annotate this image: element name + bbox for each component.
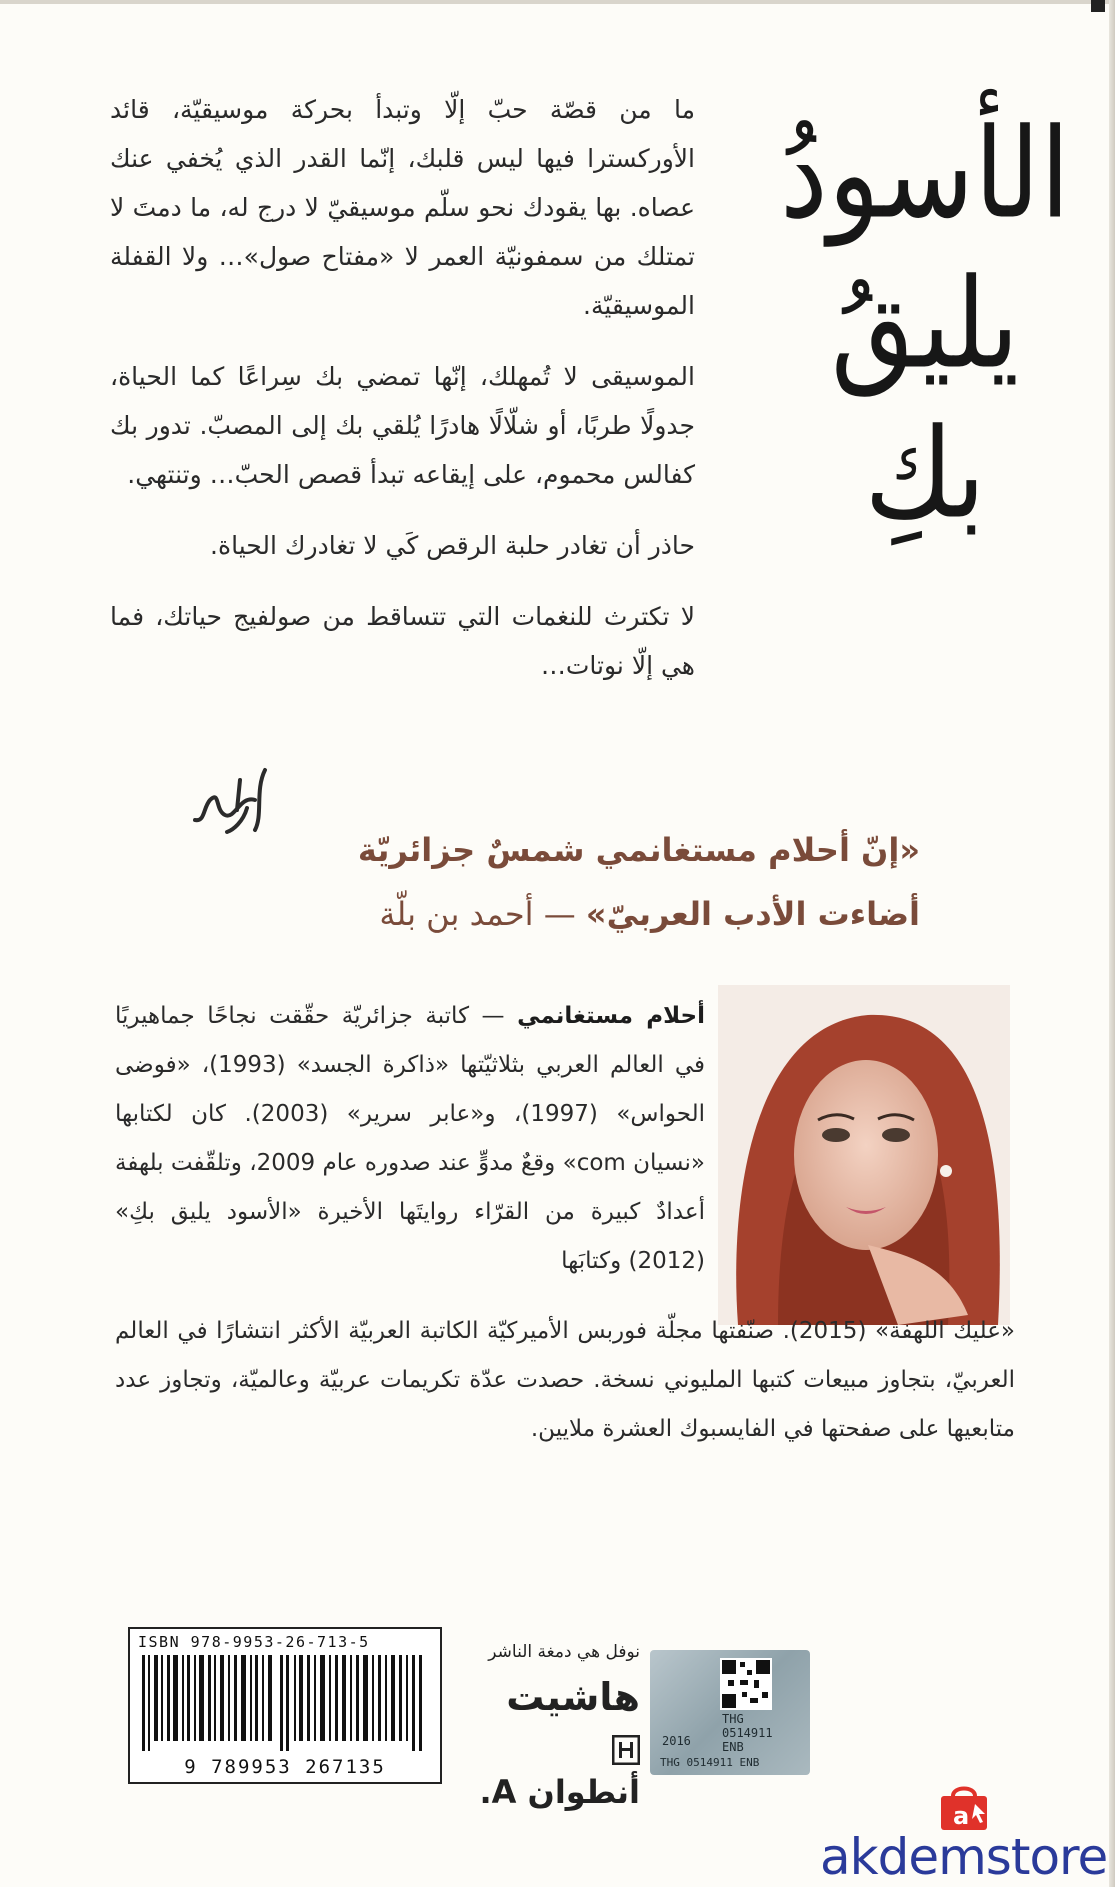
book-title [760,100,1090,575]
shopping-bag-icon [935,1782,993,1832]
barcode-bars-icon [142,1655,428,1751]
store-logo [810,1780,1115,1887]
publisher-note: نوفل هي دمغة الناشر [488,1642,640,1662]
isbn-label: ISBN 978-9953-26-713-5 [138,1633,370,1651]
blurb-paragraph-3: حاذر أن تغادر حلبة الرقص كَي لا تغادرك الحياة. [210,531,695,560]
bio-author-name: أحلام مستغانمي [517,1003,706,1029]
quote-line-2-text: أضاءت الأدب العربيّ» [585,895,920,933]
quote-line-1: «إنّ أحلام مستغانمي شمسٌ جزائريّة [357,831,920,869]
security-sticker [650,1650,810,1775]
blurb-paragraph-4: لا تكترث للنغمات التي تتساقط من صولفيج حياتك، فما هي إلّا نوتات… [110,602,695,680]
title-line-2: يليقُ [830,252,1020,397]
author-photo [718,985,1010,1325]
isbn-barcode [128,1627,442,1784]
qr-code-icon [720,1658,772,1710]
bag-letter: a [953,1802,970,1830]
sticker-bottom-code: THG 0514911 ENB [660,1756,760,1769]
sticker-year: 2016 [662,1734,691,1748]
title-line-1: الأسودُ [779,102,1071,247]
quote-attribution: أحمد بن بلّة [379,895,534,933]
store-name: akdemstore [820,1828,1108,1886]
isbn-digits: 9 789953 267135 [184,1756,386,1778]
publisher-name: هاشيت [506,1675,640,1719]
author-portrait-icon [718,985,1010,1325]
publisher-name-row [470,1672,640,1772]
quote [120,818,920,946]
blurb-paragraph-1: ما من قصّة حبّ إلّا وتبدأ بحركة موسيقيّة، قائد الأوركسترا فيها ليس قلبك، إنّما القدر الذي يُخفي عنك عصاه. بها يقودك نحو سلّم موسيقيّ لا درج له، ما دمتَ لا تمتلك من سمفونيّة العمر لا «مفتاح صول»… ولا القفلة الموسيقيّة. [110,95,695,320]
sticker-code-3: ENB [722,1740,744,1754]
blurb-paragraph-2: الموسيقى لا تُمهلك، إنّها تمضي بك سِراعًا كما الحياة، جدولًا طربًا، أو شلّالًا هادرًا يُلقي بك إلى المصبّ. تدور بك كفالس محموم، على إيقاعه تبدأ قصص الحبّ… وتنتهي. [110,362,695,489]
quote-dash: — [543,895,576,933]
sticker-code-1: THG [722,1712,744,1726]
bio-text: كاتبة جزائريّة حقّقت نجاحًا جماهيريًا في العالم العربي بثلاثيّتها «ذاكرة الجسد» (1993)، «فوضى الحواس» (1997)، و«عابر سرير» (2003). كان لكتابها «نسيان com» وقعٌ مدوٍّ عند صدوره عام 2009، وتلقّفت بلهفة أعدادٌ كبيرة من القرّاء روايتَها الأخيرة «الأسود يليق بكِ» (2012) وكتابَها [115,1003,706,1274]
blurb [110,85,695,712]
antoine-logo-icon: A. [479,1773,517,1811]
sticker-code-2: 0514911 [722,1726,773,1740]
title-line-3: بكِ [864,402,986,547]
hachette-logo-icon [612,1735,640,1765]
author-bio-continued [115,1307,1015,1454]
cover-top-edge [0,0,1115,4]
bio-dash: — [481,1003,505,1029]
publisher [470,1640,640,1811]
publisher-name-2: أنطوان [527,1773,640,1811]
bio-text-rest: «عليك اللهفة» (2015). صنّفتها مجلّة فوربس الأميركيّة الكاتبة العربيّة الأكثر انتشارًا في العالم العربيّ، بتجاوز مبيعات كتبها المليوني نسخة. حصدت عدّة تكريمات عربيّة وعالميّة، وتجاوز عدد متابعيها على صفحتها في الفايسبوك العشرة ملايين. [115,1318,1015,1442]
quote-line-2 [120,882,920,946]
author-bio [115,992,705,1286]
cover-edge-mark [1091,0,1105,12]
publisher-name-2-row [470,1772,640,1812]
cover-right-edge [1109,0,1115,1887]
